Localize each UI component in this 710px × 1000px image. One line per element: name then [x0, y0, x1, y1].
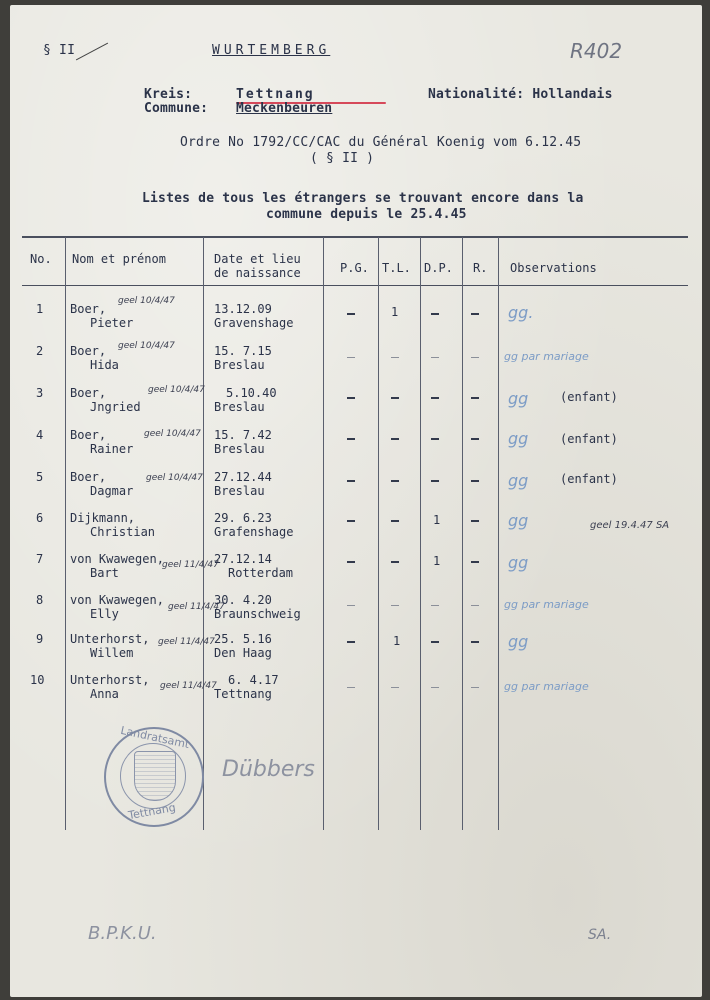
col-header-obs: Observations [510, 261, 597, 275]
row-handwritten-note: geel 10/4/47 [146, 473, 203, 483]
row-birth-place: Rotterdam [228, 566, 294, 580]
signature: Dübbers [222, 757, 315, 782]
dash-mark [431, 641, 439, 643]
row-birth-place: Breslau [214, 400, 265, 414]
row-last-name: Unterhorst, [70, 673, 150, 687]
row-obs-handwritten: gg [508, 632, 529, 651]
row-birth-date: 29. 6.23 [214, 511, 272, 525]
row-first-name: Dagmar [90, 484, 134, 498]
row-no: 5 [36, 470, 44, 484]
table-top-rule [22, 236, 688, 238]
row-birth-place: Breslau [214, 442, 265, 456]
row-no: 3 [36, 386, 44, 400]
stamp-text-top: Landratsamt [119, 723, 191, 752]
dash-mark [347, 687, 355, 688]
row-last-name: von Kwawegen, [70, 593, 164, 607]
row-obs-handwritten: gg [508, 471, 529, 490]
row-first-name: Rainer [90, 442, 134, 456]
row-dp: 1 [433, 554, 441, 568]
dash-mark [471, 397, 479, 399]
dash-mark [431, 313, 439, 315]
kreis-value: Tettnang [236, 87, 315, 102]
col-divider-r [498, 237, 499, 830]
row-tl: 1 [393, 634, 401, 648]
nationality: Nationalité: Hollandais [428, 87, 613, 102]
dash-mark [391, 605, 399, 606]
section-label: § II [43, 43, 76, 58]
col-divider-name [203, 237, 204, 830]
dash-mark [471, 480, 479, 482]
row-birth-date: 5.10.40 [226, 386, 277, 400]
dash-mark [431, 397, 439, 399]
dash-mark [391, 561, 399, 563]
row-first-name: Jngried [90, 400, 141, 414]
land-title: WURTEMBERG [212, 43, 331, 58]
row-birth-place: Breslau [214, 484, 265, 498]
row-birth-place: Breslau [214, 358, 265, 372]
row-obs-handwritten: gg par mariage [504, 350, 589, 363]
dash-mark [347, 313, 355, 315]
dash-mark [391, 687, 399, 688]
col-header-pg: P.G. [340, 261, 369, 275]
col-header-r: R. [473, 261, 488, 275]
row-obs-typed: (enfant) [560, 432, 618, 446]
row-birth-date: 15. 7.15 [214, 344, 272, 358]
col-header-name: Nom et prénom [72, 252, 166, 266]
row-handwritten-note: geel 11/4/47 [158, 637, 215, 647]
dash-mark [347, 641, 355, 643]
row-dp: 1 [433, 513, 441, 527]
dash-mark [471, 561, 479, 563]
stamp-text-bottom: Tettnang [127, 800, 177, 823]
reference-pencil: R402 [570, 39, 623, 63]
dash-mark [471, 520, 479, 522]
coat-of-arms [134, 751, 176, 801]
row-birth-date: 6. 4.17 [228, 673, 279, 687]
dash-mark [347, 605, 355, 606]
row-handwritten-note: geel 10/4/47 [118, 341, 175, 351]
list-title-line2: commune depuis le 25.4.45 [266, 207, 467, 222]
row-no: 2 [36, 344, 44, 358]
row-last-name: Boer, [70, 470, 107, 484]
dash-mark [347, 357, 355, 358]
dash-mark [391, 397, 399, 399]
row-first-name: Willem [90, 646, 134, 660]
row-obs-handwritten: gg [508, 553, 529, 572]
row-last-name: Boer, [70, 386, 107, 400]
dash-mark [471, 357, 479, 358]
dash-mark [431, 357, 439, 358]
col-divider-birth [323, 237, 324, 830]
row-handwritten-note: geel 11/4/47 [162, 560, 219, 570]
row-handwritten-note: geel 19.4.47 SA [590, 520, 670, 531]
row-last-name: Boer, [70, 428, 107, 442]
row-last-name: Boer, [70, 302, 107, 316]
dash-mark [347, 480, 355, 482]
official-stamp [104, 723, 204, 827]
kreis-label: Kreis: [144, 87, 193, 102]
col-header-birth-1: Date et lieu [214, 252, 301, 266]
row-tl: 1 [391, 305, 399, 319]
row-birth-date: 30. 4.20 [214, 593, 272, 607]
document-page [10, 5, 702, 997]
row-birth-date: 27.12.44 [214, 470, 272, 484]
row-obs-handwritten: gg [508, 389, 529, 408]
dash-mark [391, 438, 399, 440]
row-handwritten-note: geel 10/4/47 [118, 296, 175, 306]
row-birth-date: 15. 7.42 [214, 428, 272, 442]
footer-initials-left: B.P.K.U. [88, 923, 157, 944]
row-last-name: von Kwawegen, [70, 552, 164, 566]
row-obs-handwritten: gg [508, 429, 529, 448]
row-birth-date: 13.12.09 [214, 302, 272, 316]
dash-mark [347, 438, 355, 440]
row-first-name: Pieter [90, 316, 134, 330]
row-handwritten-note: geel 11/4/47 [168, 602, 225, 612]
row-handwritten-note: geel 10/4/47 [148, 385, 205, 395]
row-first-name: Hida [90, 358, 119, 372]
dash-mark [431, 438, 439, 440]
dash-mark [431, 480, 439, 482]
row-obs-handwritten: gg par mariage [504, 598, 589, 611]
row-birth-place: Den Haag [214, 646, 272, 660]
row-first-name: Elly [90, 607, 119, 621]
dash-mark [431, 687, 439, 688]
dash-mark [471, 438, 479, 440]
row-birth-place: Tettnang [214, 687, 272, 701]
table-header-rule [22, 285, 688, 286]
col-divider-pg [378, 237, 379, 830]
row-obs-handwritten: gg par mariage [504, 680, 589, 693]
row-no: 7 [36, 552, 44, 566]
row-no: 10 [30, 673, 45, 687]
row-no: 8 [36, 593, 44, 607]
row-handwritten-note: geel 11/4/47 [160, 681, 217, 691]
col-header-tl: T.L. [382, 261, 411, 275]
row-last-name: Unterhorst, [70, 632, 150, 646]
order-section: ( § II ) [310, 151, 375, 166]
row-first-name: Bart [90, 566, 119, 580]
col-divider-dp [462, 237, 463, 830]
row-no: 9 [36, 632, 44, 646]
row-birth-place: Grafenshage [214, 525, 294, 539]
row-no: 1 [36, 302, 44, 316]
row-last-name: Boer, [70, 344, 107, 358]
dash-mark [391, 520, 399, 522]
row-birth-date: 25. 5.16 [214, 632, 272, 646]
col-divider-tl [420, 237, 421, 830]
commune-label: Commune: [144, 101, 209, 116]
dash-mark [471, 605, 479, 606]
col-divider-no [65, 237, 66, 830]
dash-mark [471, 687, 479, 688]
order-line: Ordre No 1792/CC/CAC du Général Koenig vom 6.12.45 [180, 135, 582, 150]
row-handwritten-note: geel 10/4/47 [144, 429, 201, 439]
list-title-line1: Listes de tous les étrangers se trouvant encore dans la [142, 191, 584, 206]
dash-mark [347, 397, 355, 399]
row-obs-typed: (enfant) [560, 390, 618, 404]
row-obs-handwritten: gg [508, 511, 529, 530]
row-first-name: Anna [90, 687, 119, 701]
row-first-name: Christian [90, 525, 156, 539]
dash-mark [391, 480, 399, 482]
row-birth-place: Braunschweig [214, 607, 301, 621]
dash-mark [347, 520, 355, 522]
row-obs-typed: (enfant) [560, 472, 618, 486]
row-no: 6 [36, 511, 44, 525]
commune-value: Meckenbeuren [236, 101, 333, 116]
dash-mark [347, 561, 355, 563]
footer-initials-right: SA. [588, 927, 612, 943]
pen-stroke [76, 43, 108, 61]
row-obs-handwritten: gg. [508, 303, 534, 322]
dash-mark [431, 605, 439, 606]
row-no: 4 [36, 428, 44, 442]
row-birth-date: 27.12.14 [214, 552, 272, 566]
row-birth-place: Gravenshage [214, 316, 294, 330]
col-header-birth-2: de naissance [214, 266, 301, 280]
row-last-name: Dijkmann, [70, 511, 136, 525]
dash-mark [471, 313, 479, 315]
dash-mark [391, 357, 399, 358]
col-header-no: No. [30, 252, 52, 266]
dash-mark [471, 641, 479, 643]
col-header-dp: D.P. [424, 261, 453, 275]
